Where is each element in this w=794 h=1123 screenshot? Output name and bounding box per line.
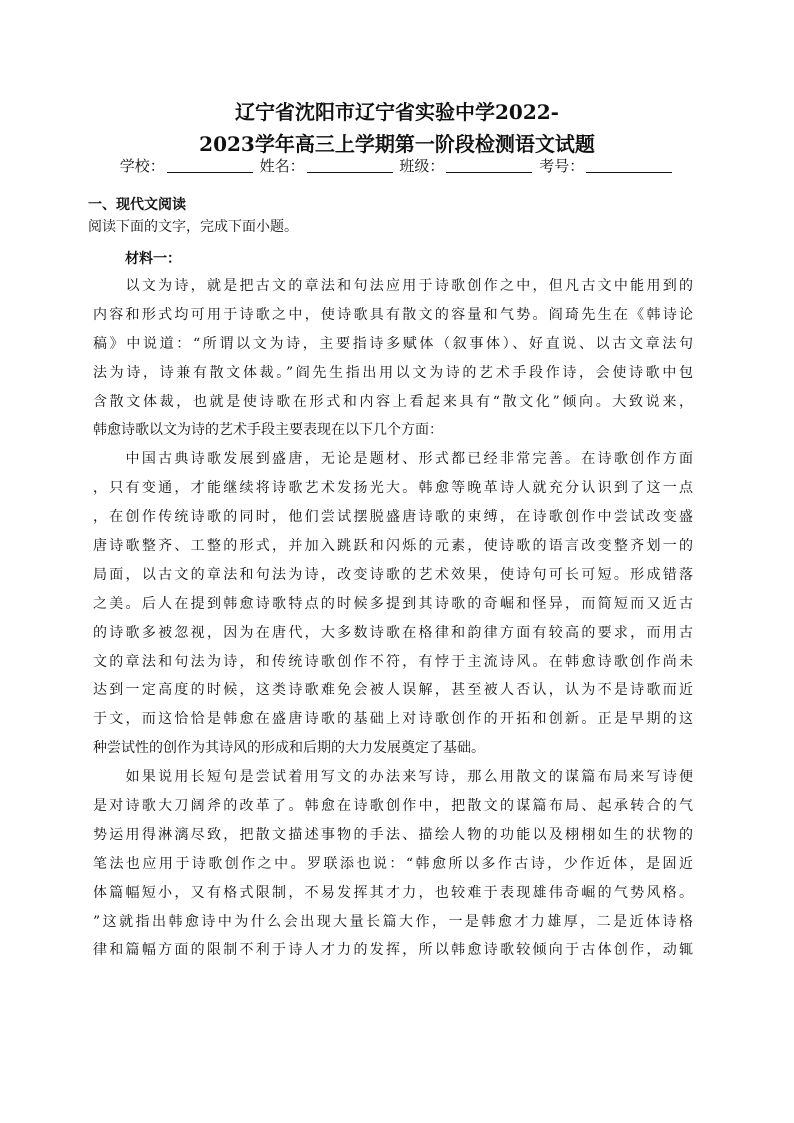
passage-line: 唐诗歌整齐、工整的形式，并加入跳跃和闪烁的元素，使诗歌的语言改变整齐划一的 — [93, 538, 693, 555]
passage-line: 中国古典诗歌发展到盛唐，无论是题材、形式都已经非常完善。在诗歌创作方面 — [93, 451, 693, 468]
passage-line: 是对诗歌大刀阔斧的改革了。韩愈在诗歌创作中，把散文的谋篇布局、起承转合的气 — [93, 798, 693, 815]
name-blank — [307, 158, 393, 173]
exam-number-blank — [586, 158, 672, 173]
passage-line: 笔法也应用于诗歌创作之中。罗联添也说：“韩愈所以多作古诗，少作近体，是固近 — [93, 855, 693, 872]
doc-title-line2: 2023学年高三上学期第一阶段检测语文试题 — [199, 132, 595, 156]
passage-line: 法为诗，诗兼有散文体裁。”阎先生指出用以文为诗的艺术手段作诗，会使诗歌中包 — [93, 364, 693, 381]
passage-line: ，在创作传统诗歌的同时，他们尝试摆脱盛唐诗歌的束缚，在诗歌创作中尝试改变盛 — [93, 509, 693, 526]
passage-line: 稿》中说道：“所谓以文为诗，主要指诗多赋体（叙事体）、好直说、以古文章法句 — [93, 335, 693, 352]
passage-line: 律和篇幅方面的限制不利于诗人才力的发挥，所以韩愈诗歌较倾向于古体创作，动辄 — [93, 942, 693, 959]
passage-line: 内容和形式均可用于诗歌之中，使诗歌具有散文的容量和气势。阎琦先生在《韩诗论 — [93, 306, 693, 323]
doc-title-line1: 辽宁省沈阳市辽宁省实验中学2022- — [235, 100, 559, 124]
class-blank — [446, 158, 532, 173]
passage-line: 含散文体裁，也就是使诗歌在形式和内容上看起来具有“散文化”倾向。大致说来， — [93, 393, 693, 410]
passage-body — [93, 272, 693, 965]
school-label: 学校： — [119, 157, 165, 175]
passage-line: 的诗歌多被忽视，因为在唐代，大多数诗歌在格律和韵律方面有较高的要求，而用古 — [93, 624, 693, 641]
passage-line: 局面，以古文的章法和句法为诗，改变诗歌的艺术效果，使诗句可长可短。形成错落 — [93, 566, 693, 583]
passage-line: 种尝试性的创作为其诗风的形成和后期的大力发展奠定了基础。 — [93, 740, 485, 757]
material-label: 材料一： — [125, 251, 181, 267]
passage-line: 达到一定高度的时候，这类诗歌难免会被人误解，甚至被人否认，认为不是诗歌而近 — [93, 682, 693, 699]
student-info-row — [0, 155, 794, 176]
exam-number-label: 考号： — [539, 157, 585, 175]
passage-line: 如果说用长短句是尝试着用写文的办法来写诗，那么用散文的谋篇布局来写诗便 — [93, 769, 693, 786]
passage-line: 以文为诗，就是把古文的章法和句法应用于诗歌创作之中，但凡古文中能用到的 — [93, 278, 693, 294]
section-heading: 一、现代文阅读 — [88, 197, 186, 213]
name-label: 姓名： — [259, 157, 305, 175]
section-instruction: 阅读下面的文字，完成下面小题。 — [88, 219, 298, 235]
school-blank — [167, 158, 253, 173]
passage-line: 之美。后人在提到韩愈诗歌特点的时候多提到其诗歌的奇崛和怪异，而简短而又近古 — [93, 595, 693, 612]
passage-line: 体篇幅短小，又有格式限制，不易发挥其才力，也较难于表现雄伟奇崛的气势风格。 — [93, 884, 693, 901]
passage-line: 于文，而这恰恰是韩愈在盛唐诗歌的基础上对诗歌创作的开拓和创新。正是早期的这 — [93, 711, 693, 728]
class-label: 班级： — [399, 157, 445, 175]
passage-line: ”这就指出韩愈诗中为什么会出现大量长篇大作，一是韩愈才力雄厚，二是近体诗格 — [93, 913, 693, 930]
passage-line: 势运用得淋漓尽致，把散文描述事物的手法、描绘人物的功能以及栩栩如生的状物的 — [93, 826, 693, 843]
passage-line: 韩愈诗歌以文为诗的艺术手段主要表现在以下几个方面： — [93, 422, 443, 439]
passage-line: 文的章法和句法为诗，和传统诗歌创作不符，有悖于主流诗风。在韩愈诗歌创作尚未 — [93, 653, 693, 670]
passage-line: ，只有变通，才能继续将诗歌艺术发扬光大。韩愈等晚革诗人就充分认识到了这一点 — [93, 480, 693, 497]
